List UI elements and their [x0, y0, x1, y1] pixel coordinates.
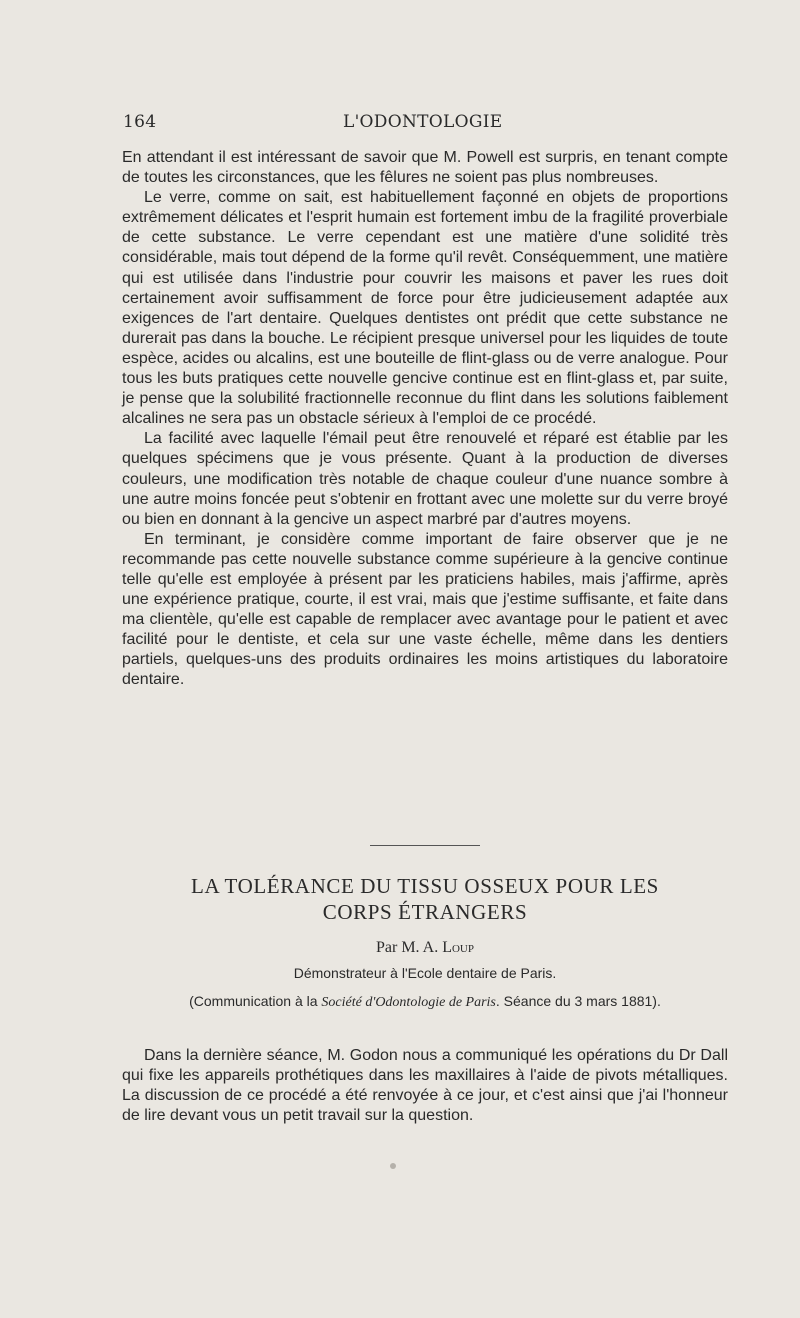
article-title — [122, 873, 728, 925]
paragraph: Dans la dernière séance, M. Godon nous a communiqué les opérations du Dr Dall qui fixe les appareils prothétiques dans les maxillaires à l'aide de pivots métalliques. La discussion de ce procédé a été renvoyée à ce jour, et c'est ainsi que j'ai l'honneur de lire devant vous un petit travail sur la question. — [122, 1047, 728, 1125]
article-title-line: CORPS ÉTRANGERS — [322, 900, 528, 924]
paragraph: La facilité avec laquelle l'émail peut être renouvelé et réparé est établie par les quelques spécimens que je vous présente. Quant à la production de diverses couleurs, une modification très notable de chaque couleur d'une nuance sombre à une autre moins foncée peut s'obtenir en frottant avec une molette sur du verre broyé ou bien en donnant à la gencive un aspect marbré par d'autres moyens. — [122, 430, 728, 528]
author-name: Loup — [442, 939, 474, 956]
paragraph: En terminant, je considère comme important de faire observer que je ne recommande pas cette nouvelle substance comme supérieure à la gencive continue telle qu'elle est employée à présent par les praticiens habiles, mais j'affirme, après une expérience pratique, courte, il est vrai, mais que j'estime suffisante, et faite dans ma clientèle, qu'elle est capable de remplacer avec avantage pour le patient et avec facilité pour le dentiste, et cela sur une vaste échelle, même dans les dentiers partiels, quelques-uns des produits ordinaires les moins artistiques du laboratoire dentaire. — [122, 530, 728, 689]
byline — [122, 939, 728, 957]
communication-suffix: . Séance du 3 mars 1881). — [495, 993, 661, 1009]
ink-spot-mark — [390, 1163, 396, 1169]
paragraph: Le verre, comme on sait, est habituellement façonné en objets de proportions extrêmement délicates et l'esprit humain est fortement imbu de la fragilité proverbiale de cette substance. Le verre cependant est une matière d'une solidité très considérable, mais tout dépend de la forme qu'il revêt. Conséquemment, une matière qui est utilisée dans l'industrie pour couvrir les maisons et paver les rues doit certainement avoir suffisamment de force pour être judicieusement adaptée aux exigences de l'art dentaire. Quelques dentistes ont prédit que cette substance ne durerait pas dans la bouche. Le récipient presque universel pour les liquides de toute espèce, acides ou alcalins, est une bouteille de flint-glass ou de verre analogue. Pour tous les buts pratiques cette nouvelle gencive continue est en flint-glass et, par suite, je pense que la solubilité fractionnelle reconnue du flint dans les solutions faiblement alcalines ne sera pas un obstacle sérieux à l'emploi de ce procédé. — [122, 189, 728, 428]
article-body — [122, 1046, 728, 1126]
running-head — [123, 112, 728, 138]
author-affiliation: Démonstrateur à l'Ecole dentaire de Paris. — [293, 965, 557, 981]
continued-article-text — [122, 148, 728, 691]
byline-prefix: Par M. A. — [375, 939, 439, 956]
communication-prefix: (Communication à la — [189, 993, 318, 1009]
communication-note — [122, 993, 728, 1011]
society-name: Société d'Odontologie de Paris — [321, 995, 496, 1010]
article-title-line: LA TOLÉRANCE DU TISSU OSSEUX POUR LES — [191, 874, 659, 898]
paragraph: En attendant il est intéressant de savoir que M. Powell est surpris, en tenant compte de toutes les circonstances, que les fêlures ne soient pas plus nombreuses. — [122, 149, 728, 187]
section-separator — [370, 845, 480, 846]
page-number: 164 — [123, 112, 157, 132]
journal-title: L'ODONTOLOGIE — [343, 112, 503, 132]
